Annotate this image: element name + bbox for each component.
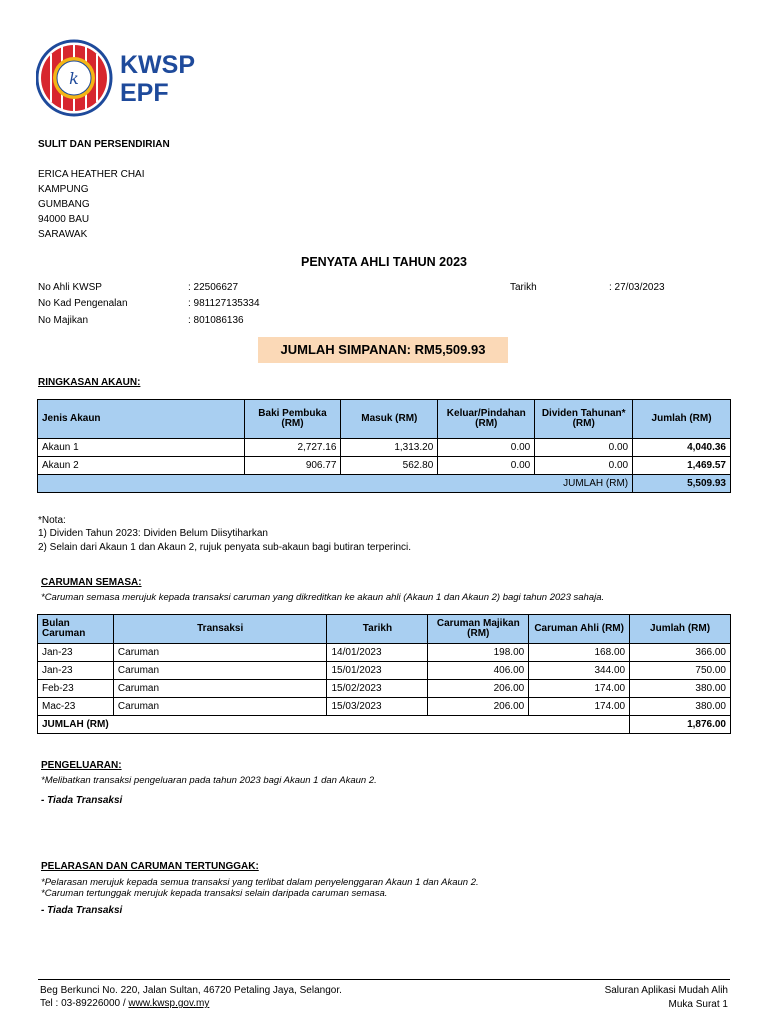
table-row (38, 662, 731, 680)
note-1: 1) Dividen Tahun 2023: Dividen Belum Diisytiharkan (38, 528, 268, 539)
total-label: JUMLAH (RM) (38, 716, 630, 734)
summary-heading: RINGKASAN AKAUN: (38, 377, 141, 388)
cell: 0.00 (535, 439, 633, 457)
contributions-header-row (38, 615, 731, 644)
contributions-desc: *Caruman semasa merujuk kepada transaksi caruman yang dikreditkan ke akaun ahli (Akaun 1 dan Akaun 2) bagi tahun 2023 sahaja. (41, 592, 605, 603)
cell: Caruman (113, 680, 327, 698)
footer-tel: Tel : 03-89226000 / (40, 998, 129, 1009)
col-header: Keluar/Pindahan (RM) (438, 400, 535, 439)
cell: 0.00 (438, 439, 535, 457)
cell: 2,727.16 (244, 439, 341, 457)
member-address (38, 167, 145, 242)
cell: 174.00 (529, 698, 630, 716)
cell: 168.00 (529, 644, 630, 662)
arrears-heading: PELARASAN DAN CARUMAN TERTUNGGAK: (41, 861, 259, 872)
ic-value: : 981127135334 (188, 298, 260, 309)
cell: 174.00 (529, 680, 630, 698)
col-header: Masuk (RM) (341, 400, 438, 439)
address-line: SARAWAK (38, 229, 88, 240)
cell: 15/03/2023 (327, 698, 428, 716)
cell: 0.00 (535, 457, 633, 475)
withdrawals-heading: PENGELUARAN: (41, 760, 122, 771)
cell: 198.00 (428, 644, 529, 662)
cell: 406.00 (428, 662, 529, 680)
confidential-label: SULIT DAN PERSENDIRIAN (38, 139, 170, 150)
cell: Caruman (113, 698, 327, 716)
table-row (38, 457, 731, 475)
cell: Mac-23 (38, 698, 114, 716)
cell: 366.00 (630, 644, 731, 662)
member-no-value: : 22506627 (188, 282, 239, 293)
ic-label: No Kad Pengenalan (38, 298, 128, 309)
cell: 14/01/2023 (327, 644, 428, 662)
contributions-total-row (38, 716, 731, 734)
cell: Jan-23 (38, 662, 114, 680)
footer-divider (38, 979, 730, 980)
statement-title: PENYATA AHLI TAHUN 2023 (300, 255, 467, 269)
arrears-desc-2: *Caruman tertunggak merujuk kepada transaksi selain daripada caruman semasa. (41, 888, 388, 899)
cell: Caruman (113, 662, 327, 680)
contributions-heading: CARUMAN SEMASA: (41, 577, 142, 588)
total-value: 1,876.00 (630, 716, 731, 734)
col-header: Jenis Akaun (38, 400, 245, 439)
cell: 1,313.20 (341, 439, 438, 457)
col-header: Tarikh (327, 615, 428, 644)
table-row (38, 644, 731, 662)
col-header: Caruman Ahli (RM) (529, 615, 630, 644)
employer-value: : 801086136 (188, 315, 244, 326)
cell: 562.80 (341, 457, 438, 475)
footer-channel: Saluran Aplikasi Mudah Alih (604, 985, 728, 996)
address-line: KAMPUNG (38, 184, 89, 195)
footer-website-link[interactable]: www.kwsp.gov.my (128, 998, 210, 1009)
cell: 906.77 (244, 457, 341, 475)
cell: 15/02/2023 (327, 680, 428, 698)
cell: 380.00 (630, 680, 731, 698)
arrears-desc-1: *Pelarasan merujuk kepada semua transaksi yang terlibat dalam penyelenggaran Akaun 1 dan Akaun 2. (41, 877, 479, 888)
cell: 206.00 (428, 680, 529, 698)
kwsp-emblem-icon (36, 38, 196, 118)
footer-contact (40, 998, 209, 1009)
cell: 15/01/2023 (327, 662, 428, 680)
footer-address: Beg Berkunci No. 220, Jalan Sultan, 46720 Petaling Jaya, Selangor. (40, 985, 342, 996)
cell: Feb-23 (38, 680, 114, 698)
cell: 206.00 (428, 698, 529, 716)
cell: 0.00 (438, 457, 535, 475)
svg-text:k: k (69, 69, 79, 88)
withdrawals-none: - Tiada Transaksi (41, 795, 123, 806)
summary-header-row (38, 400, 731, 439)
total-label: JUMLAH (RM) (38, 475, 633, 493)
kwsp-logo (36, 38, 196, 118)
arrears-none: - Tiada Transaksi (41, 905, 123, 916)
notes-title: *Nota: (38, 515, 66, 526)
cell: 344.00 (529, 662, 630, 680)
member-no-label: No Ahli KWSP (38, 282, 102, 293)
date-label: Tarikh (510, 282, 537, 293)
svg-text:EPF: EPF (120, 79, 169, 107)
table-row (38, 680, 731, 698)
cell: 4,040.36 (633, 439, 731, 457)
table-row (38, 439, 731, 457)
cell: Jan-23 (38, 644, 114, 662)
withdrawals-desc: *Melibatkan transaksi pengeluaran pada tahun 2023 bagi Akaun 1 dan Akaun 2. (41, 775, 377, 786)
summary-table (37, 399, 731, 493)
col-header: Jumlah (RM) (633, 400, 731, 439)
footer-page-number: Muka Surat 1 (668, 999, 728, 1010)
col-header: Caruman Majikan (RM) (428, 615, 529, 644)
address-line: 94000 BAU (38, 214, 90, 225)
contributions-table (37, 614, 731, 734)
cell: Caruman (113, 644, 327, 662)
col-header: Baki Pembuka (RM) (244, 400, 341, 439)
col-header: Dividen Tahunan* (RM) (535, 400, 633, 439)
address-line: ERICA HEATHER CHAI (38, 169, 145, 180)
col-header: Transaksi (113, 615, 327, 644)
cell: 750.00 (630, 662, 731, 680)
cell: Akaun 2 (38, 457, 245, 475)
employer-label: No Majikan (38, 315, 89, 326)
col-header: Jumlah (RM) (630, 615, 731, 644)
note-2: 2) Selain dari Akaun 1 dan Akaun 2, rujuk penyata sub-akaun bagi butiran terperinci. (38, 542, 412, 553)
cell: Akaun 1 (38, 439, 245, 457)
cell: 380.00 (630, 698, 731, 716)
address-line: GUMBANG (38, 199, 90, 210)
total-value: 5,509.93 (633, 475, 731, 493)
date-value: : 27/03/2023 (609, 282, 665, 293)
col-header: Bulan Caruman (38, 615, 114, 644)
total-savings-box: JUMLAH SIMPANAN: RM5,509.93 (258, 337, 508, 363)
summary-total-row (38, 475, 731, 493)
svg-text:KWSP: KWSP (120, 51, 195, 79)
cell: 1,469.57 (633, 457, 731, 475)
table-row (38, 698, 731, 716)
